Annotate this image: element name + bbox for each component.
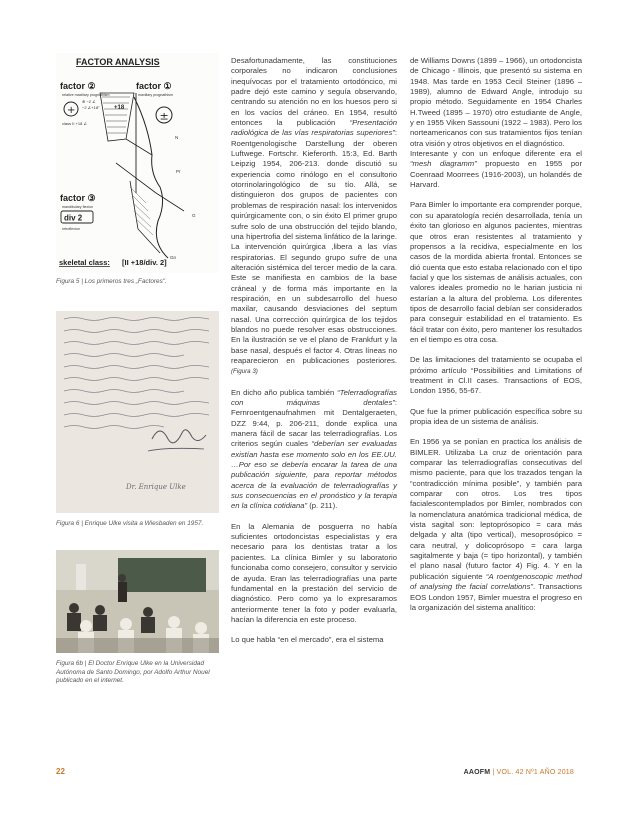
mid-paragraph-1 [231,56,397,378]
right-paragraph-4: Que fue la primer publicación específica sobre su propia idea de un sistema de análisis. [410,406,582,426]
fig5-factor2-label: factor ② [60,81,96,91]
page-number: 22 [56,767,65,776]
fig5-value-18: +18 [114,105,125,111]
mid-p2-text-c: : Fernroentgenaufnahmen mit Dentalgeraeten, DZZ 9:44, p. 206-211, donde explica una manera fácil de sacar las telerradiografías. Los criterios según cuales [231,398,397,449]
mid-p2-quote: “deberían ser evaluadas existían hasta ese momento solo en los EE.UU. …Por eso se debería encarar la tarea de una publicación siguiente, para reportar métodos acerca de la evaluación de telerradiografías y sus consecuencias en el pronóstico y la terapia en la clínica cotidiana” [231,439,397,511]
right-paragraph-1 [410,56,582,190]
mid-paragraph-2 [231,388,397,512]
journal-volume: | VOL. 42 Nº1 AÑO 2018 [490,769,574,776]
fig5-factor1-sub: maxillary prognathism [138,93,173,97]
text-column-middle [231,56,397,646]
fig5-small-line-3: class II +18 ∠ [62,121,88,126]
right-paragraph-5 [410,437,582,613]
fig5-small-line-1: ⊕ −2 ∠ [82,99,96,104]
mid-p1-quote: “Presentación radiológica de las vías respiratorias superiores” [231,118,397,138]
right-p1-text-a: de Williams Downs (1899 – 1966), un ortodoncista de Chicago - Illinois, que presentó su sistema en 1948. Mas tarde en 1953 Cecil Steiner (1896 – 1989), alumno de Edward Angle, introdujo su propio método. Seguidamente en 1954 Charles H.Tweed (1895 – 1970) otro estudiante de Angle, y en 1955 Viken Sassouni (1922 – 1983). Pero los norteamericanos con sus tratamientos fijos tenían otra visión y otros objetivos en el diagnóstico. [410,56,582,148]
right-p5-title: “A roentgenoscopic method of analysing the facial correlations” [410,571,582,592]
mid-p2-title: “Telerradiografías con máquinas dentales” [231,387,397,407]
fig5-factor2-sub: relative maxillary prognathism [62,93,110,97]
mid-p2-text-a: En dicho año publica también [231,387,338,397]
right-p1-quote: “mesh diagramm” [410,159,477,169]
figure-6-handwritten-letter [56,311,219,513]
fig5-label-pr: Pr [176,169,181,174]
fig5-factor3-sub: mandibulary flexion [62,205,93,209]
figure-5-factor-analysis [56,53,219,273]
fig5-label-gn: Gn [170,255,177,260]
mid-paragraph-4: Lo que habla “en el mercado”, era el sistema [231,635,384,645]
journal-footer [464,769,574,776]
figure-6b-caption: Figura 6b | El Doctor Enrique Ulke en la Universidad Autónoma de Santo Domingo, por Adolfo Arthur Nouel publicado en el internet. [56,660,210,685]
right-paragraph-3: De las limitaciones del tratamiento se ocupaba el próximo artículo “Possibilities and Limitations of treatment in Cl.II cases. Transactions of EOS, London 1956, 55-67. [410,355,582,396]
fig6-signature: Dr. Enrique Ulke [126,483,186,491]
fig5-skeletal-value: [II +18/div. 2] [122,258,167,267]
mid-p1-text-c: : Roentgenologische Darstellung der oberen Luftwege. Fortschr. Kieferorth. 15:3, Ed. Barth Leipzig 1954, 206-213. donde discutió su experiencia como rinólogo en el consultorio otorrinolaringológico de su tío. Allá, se distinguieron dos grupos de pacientes con problemas de respiración nasal: los intervenidos quirúrgicamente con, o sin éxito El primer grupo sufre solo de una obstrucción del tejido blando, una hipertrofia del sistema linfático de la laringe. La intervención quirúrgica ,libera a las vías respiratorias. El segundo grupo sufre de una alteración sistémica del tercer medio de la cara. Este se manifiesta en cambios de la base cráneal y de forma más importante en la respiración, en un subdesarrollo del hueso maxilar, causando desviaciones del septum nasal. Una corrección quirúrgica de los tejidos blandos no puede resolver esas obstrucciones. En la ilustración se ve el plano de Frankfurt y la base nasal, después el factor 4. Otras líneas no reaparecieron en publicaciones posteriores. [231,128,397,365]
figure-6b-classroom-photo [56,550,219,653]
mid-paragraph-3: En la Alemania de posguerra no había suficientes ortodoncistas especialistas y era necesario para los dentistas tratar a los pacientes. La clínica Bimler y su laboratorio funcionaba como consejero, consultor y servicio de ayuda. Eran las telerradiografías una parte fundamental en la prestación del servicio de diagnóstico. Pero como ya lo expresaramos anteriormente tener la foto y poder evaluarla, hacían la diferencia en este proceso. [231,521,397,624]
fig5-skeletal-label: skeletal class: [59,258,110,267]
mid-p2-text-e: (p. 211). [307,501,338,511]
fig5-label-n: N [175,135,179,140]
figure-5-caption: Figura 5 | Los primeros tres „Factores". [56,278,167,285]
text-column-right [410,56,582,613]
mid-p1-text-a: Desafortunadamente, las constituciones corporales no indicaron conclusiones inequívocas por el tratamiento ortodóncico, mi padre dejó este camino y seguía observando, centrando su atención no en los huesos pero si en los vacíos del cráneo. En 1954, resultó entonces la publicación [231,56,397,128]
svg-text:+: + [67,105,76,116]
right-paragraph-2: Para Bimler lo importante era comprender porque, con su aparatología recién desarrollada, tenía un éxito tan glorioso en algunos pacientes, mientras que otros eran resistentes al tratamiento y propensos a la recidiva, especialmente en los casos de la mordida abierta frontal. Entonces se dió cuenta que esto estaba relacionado con el tipo facial y que los sistemas de análisis actuales, con valores ideales promedio no le harian justicia ni estarían a la altura del problema. Los diferentes tipos de desarrollo facial debían ser considerados para conseguir estabilidad en el tratamiento. Es fácil tratar con éxito, pero mantener los resultados en el tiempo es otra cosa. [410,200,582,344]
factor-analysis-drawing [56,53,219,273]
fig5-factor1-label: factor ① [136,81,172,91]
right-p1-text-b: Interesante y con un enfoque diferente era el [410,149,582,159]
mid-p1-figure-ref: (Figura 3) [231,368,258,376]
fig5-label-g: G [192,213,196,218]
fig5-title: FACTOR ANALYSIS [76,57,160,67]
handwritten-letter-image [56,311,219,513]
journal-brand: AAOFM [463,769,491,776]
fig5-small-line-2: −2 ∠+18° [82,105,100,110]
fig5-factor3-sub2: retroflexion [62,227,80,231]
right-p1-text-d: propuesto en 1955 por Coenraad Moorrees (1916-2003), un holandés de Harvard. [410,159,582,190]
fig5-factor3-label: factor ③ [60,193,96,203]
fig5-factor3-box: div 2 [64,213,83,223]
right-p5-text-c: . Transactions EOS London 1957, Bimler muestra el progreso en la organización del sistema analítico: [410,582,582,612]
figure-6-caption: Figura 6 | Enrique Ulke visita a Wiesbaden en 1957. [56,520,204,527]
right-p5-text-a: En 1956 ya se ponían en practica los análisis de BIMLER. Utilizaba La cruz de orientación para comparar las telerradiografías consecutivas del mismo paciente, para que los trazados tengan la “contradicción mínima posible”, y también para comparar con otros. Los tres tipos facialescontemplados por Bimler, nombrados con la nomenclatura anatómica tradicional médica, de vista sagital son: leptoprósopico = cara más delgada y alta (tipo vertical), mesoprosópico = cara neutral, y dolicoprósopo = cara larga sagitalmente y baja (= tipo horizontal), y también el plano nasal (futuro factor 4) Fig. 4. Y en la publicación siguiente [410,437,582,581]
svg-text:±: ± [159,109,169,123]
classroom-photo [56,550,219,653]
